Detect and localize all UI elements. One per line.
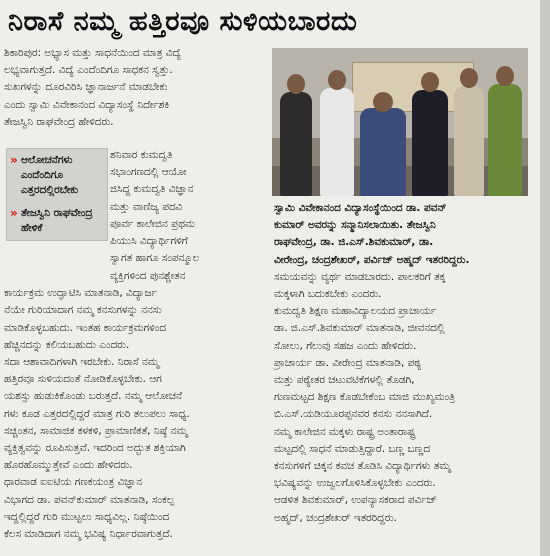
text-line: ಸದಾ ಆಶಾವಾದಿಗಳಾಗಿ ಇರಬೇಕು. ನಿರಾಸೆ ನಮ್ಮ xyxy=(4,356,159,369)
person-figure xyxy=(360,108,406,196)
text-line: ಸಭಾಂಗಣದಲ್ಲಿ ಆಯೋ xyxy=(110,166,187,179)
text-line: ಹೊರಹೊಮ್ಮುತ್ತೇವೆ ಎಂದು ಹೇಳಿದರು. xyxy=(4,459,133,472)
person-head xyxy=(496,66,514,86)
pull-quote: » ಆಲೋಚನೆಗಳು ಎಂದೆಂದಿಗೂ ಎತ್ತರದಲ್ಲಿರಬೇಕು xyxy=(7,149,107,202)
person-head xyxy=(287,74,305,94)
text-line: ತೇಜಸ್ವಿನಿ ರಾಘವೇಂದ್ರ ಹೇಳಿದರು. xyxy=(4,115,114,128)
person-head xyxy=(460,68,478,88)
text-line: ಅಹ್ಮದ್, ಚಂದ್ರಶೇಖರ್ ಇತರರಿದ್ದರು. xyxy=(274,511,397,524)
text-line: ಗಳು ಕೂಡ ಎತ್ತರದಲ್ಲಿದ್ದರೆ ಮಾತ್ರ ಗುರಿ ತಲುಪಲು ಸಾಧ್ಯ. xyxy=(4,407,190,420)
narrow-paragraph xyxy=(110,147,260,267)
pull-quote-box xyxy=(6,148,108,241)
text-line: ಮಟ್ಟದಲ್ಲಿ ಸಾಧನೆ ಮಾಡುತ್ತಿದ್ದಾರೆ. ಬಣ್ಣ ಬಣ್ಣದ xyxy=(274,442,431,455)
body-paragraph xyxy=(4,268,260,543)
text-line: ಜಿಸಿದ್ದ ಕುಮದ್ವತಿ ವಿಜ್ಞಾನ xyxy=(110,183,194,196)
text-line: ಗುಣಮಟ್ಟದ ಶಿಕ್ಷಣ ಕೊಡಬೇಕೆಂಬ ಮಾಜಿ ಮುಖ್ಯಮಂತ್ರಿ xyxy=(274,391,456,404)
text-line: ಹೆಚ್ಚಿನದನ್ನು ಕಲಿಯಬಹುದು ಎಂದರು. xyxy=(4,338,130,351)
text-line: ಕುಮದ್ವತಿ ಶಿಕ್ಷಣ ಮಹಾವಿದ್ಯಾಲಯದ ಪ್ರಾಚಾರ್ಯ xyxy=(274,305,437,318)
text-line: ಕೆಲಸ ಮಾಡಿದಾಗ ನಮ್ಮ ಭವಿಷ್ಯ ನಿರ್ಧಾರವಾಗುತ್ತದೆ. xyxy=(4,528,173,541)
text-line: ಮಕ್ಕಳಾಗಿ ಬದುಕಬೇಕು ಎಂದರು. xyxy=(274,288,382,301)
photo-caption-line: ಕುಮಾರ್ ಅವರನ್ನು ಸನ್ಮಾನಿಸಲಾಯಿತು. ತೇಜಸ್ವಿನಿ xyxy=(274,219,436,232)
page-edge xyxy=(540,0,550,556)
text-line: ಮತ್ತು ವಾಣಿಜ್ಯ ಪದವಿ xyxy=(110,200,183,213)
person-figure xyxy=(320,88,354,196)
text-line: ಮಾಡಿಕೊಳ್ಳಬಹುದು. ಇಂತಹ ಕಾರ್ಯಕ್ರಮಗಳಿಂದ xyxy=(4,321,167,334)
text-line: ಬಿ.ಎಸ್.ಯಡಿಯೂರಪ್ಪನವರ ಕನಸು ನನಸಾಗಿದೆ. xyxy=(274,408,433,421)
text-line: ಇದ್ದಲ್ಲಿದ್ದರೆ ಗುರಿ ಮುಟ್ಟಲು ಸಾಧ್ಯವಿಲ್ಲ. ನಿಷ್ಠೆಯಿಂದ xyxy=(4,510,170,523)
text-line: ಭವಿಷ್ಯವನ್ನು ಉಜ್ವಲಗೊಳಿಸಿಕೊಳ್ಳಬೇಕು ಎಂದರು. xyxy=(274,477,436,490)
text-line: ವಿಭಾಗದ ಡಾ. ಪವನ್‌ಕುಮಾರ್ ಮಾತನಾಡಿ, ಸಂಕಲ್ಪ xyxy=(4,493,175,506)
text-line: ಸ್ವಾಗತ ಹಾಗೂ ಸಂಪನ್ಮೂಲ xyxy=(110,252,200,265)
person-head xyxy=(373,92,393,112)
photo-caption-line: ರಾಘವೇಂದ್ರ, ಡಾ. ಜಿ.ಎಸ್.ಶಿವಕುಮಾರ್, ಡಾ. xyxy=(274,236,434,249)
text-line: ಆಡಳಿತ ಶಿವಕುಮಾರ್, ಉಪನ್ಯಾಸಕರಾದ ಪರ್ವಿಜ್ xyxy=(274,494,437,507)
text-line: ಎಂದು ಸ್ವಾಮಿ ವಿವೇಕಾನಂದ ವಿದ್ಯಾಸಂಸ್ಥೆ ನಿರ್ದೇಶಕಿ xyxy=(4,98,170,111)
text-line: ಶಿಕಾರಿಪುರ: ಅಭ್ಯಾಸ ಮತ್ತು ಸಾಧನೆಯಿಂದ ಮಾತ್ರ ವಿದ್ಯೆ xyxy=(4,47,181,59)
text-line: ಪಿಯುಸಿ ವಿದ್ಯಾರ್ಥಿಗಳಿಗೆ xyxy=(110,235,188,248)
text-line: ಸಮಯವನ್ನು ವ್ಯರ್ಥ ಮಾಡಬಾರದು. ಪಾಲಕರಿಗೆ ತಕ್ಕ xyxy=(274,270,446,283)
text-line: ಮತ್ತು ಪಠ್ಯೇತರ ಚಟುವಟಿಕೆಗಳಲ್ಲಿ ತೊಡಗಿ, xyxy=(274,374,415,387)
photo-caption-line: ವೀರೇಂದ್ರ, ಚಂದ್ರಶೇಖರ್, ಪರ್ವಿಜ್ ಅಹ್ಮದ್ ಇತರರಿದ್ದರು. xyxy=(274,253,470,266)
text-line: ವ್ಯಕ್ತಿತ್ವವನ್ನು ರೂಪಿಸುತ್ತವೆ. ಇದರಿಂದ ಅದ್ಭುತ ಶಕ್ತಿಯಾಗಿ xyxy=(4,442,186,455)
text-line: ಸುಖಗಳನ್ನು ದೂರವಿರಿಸಿ ಜ್ಞಾನಾರ್ಜನೆ ಮಾಡಬೇಕು xyxy=(4,81,168,94)
person-figure xyxy=(412,90,448,196)
text-line: ನಮ್ಮ ಕಾಲೇಜಿನ ಮಕ್ಕಳು ರಾಷ್ಟ್ರ ಅಂತಾರಾಷ್ಟ್ರ xyxy=(274,425,416,438)
text-line: ಪೂರ್ವ ಕಾಲೇಜಿನ ಪ್ರಥಮ xyxy=(110,217,195,230)
text-line: ಯಶಸ್ಸು ಹುಡುಕಿಕೊಂಡು ಬರುತ್ತದೆ. ನಮ್ಮ ಆಲೋಚನೆ xyxy=(4,390,183,403)
text-line: ಸೋಲು, ಗೆಲುವು ಸಹಜ ಎಂದು ಹೇಳಿದರು. xyxy=(274,339,417,352)
text-line: ಹತ್ತಿರವೂ ಸುಳಿಯದಂತೆ ನೋಡಿಕೊಳ್ಳಬೇಕು. ಆಗ xyxy=(4,373,162,386)
text-line: ನೆಯೇ ಗುರಿಯಾದಾಗ ನಮ್ಮ ಕನಸುಗಳನ್ನು ನನಸು xyxy=(4,304,162,317)
text-line: ಡಾ. ಜಿ.ಎಸ್.ಶಿವಕುಮಾರ್ ಮಾತನಾಡಿ, ಜೀವನದಲ್ಲಿ xyxy=(274,322,445,335)
right-column xyxy=(274,200,536,527)
intro-paragraph xyxy=(4,45,260,131)
person-head xyxy=(421,72,439,92)
text-line: ಧಾರವಾಡ ಐಐಟಿಯ ಗಣಕಯಂತ್ರ ವಿಜ್ಞಾನ xyxy=(4,476,143,489)
headline: ನಿರಾಸೆ ನಮ್ಮ ಹತ್ತಿರವೂ ಸುಳಿಯಬಾರದು xyxy=(8,6,358,37)
pull-quote-attribution: » ತೇಜಸ್ವಿನಿ ರಾಘವೇಂದ್ರ ಹೇಳಿಕೆ xyxy=(7,202,107,240)
person-figure xyxy=(454,86,484,196)
text-line: ಕಾರ್ಯಕ್ರಮ ಉದ್ಘಾಟಿಸಿ ಮಾತನಾಡಿ, ವಿದ್ಯಾರ್ಜ xyxy=(4,287,157,300)
person-head xyxy=(328,70,346,90)
text-line: ಕನಸುಗಳಿಗೆ ಚಿಕ್ಕನ ಕವಚ ತೊಡಿಸಿ ವಿದ್ಯಾರ್ಥಿಗಳು ತಮ್ಮ xyxy=(274,460,451,473)
text-line: ಪ್ರಾಚಾರ್ಯ ಡಾ. ವೀರೇಂದ್ರ ಮಾತನಾಡಿ, ಪಠ್ಯ xyxy=(274,356,422,369)
text-line: ವ್ಯಕ್ತಿಗಳಿಂದ ಪುನಶ್ಚೇತನ xyxy=(110,270,186,282)
text-line: ಶನಿವಾರ ಕುಮದ್ವತಿ xyxy=(110,149,173,161)
person-figure xyxy=(488,84,522,196)
text-line: ಲಭ್ಯವಾಗುತ್ತದೆ. ವಿದ್ಯೆ ಎಂದೆಂದಿಗೂ ಸಾಧಕನ ಸ್ವತ್ತು. xyxy=(4,64,173,77)
text-line: ಸಚ್ಚಿಂತನ, ಸಾಮಾಜಿಕ ಕಳಕಳಿ, ಪ್ರಾಮಾಣಿಕತೆ, ನಿಷ್ಠೆ ನಮ್ಮ xyxy=(4,424,188,437)
photo-caption-line: ಸ್ವಾಮಿ ವಿವೇಕಾನಂದ ವಿದ್ಯಾಸಂಸ್ಥೆಯಿಂದ ಡಾ. ಪವನ್ xyxy=(274,202,447,214)
event-photo xyxy=(272,48,528,196)
person-figure xyxy=(280,92,312,196)
